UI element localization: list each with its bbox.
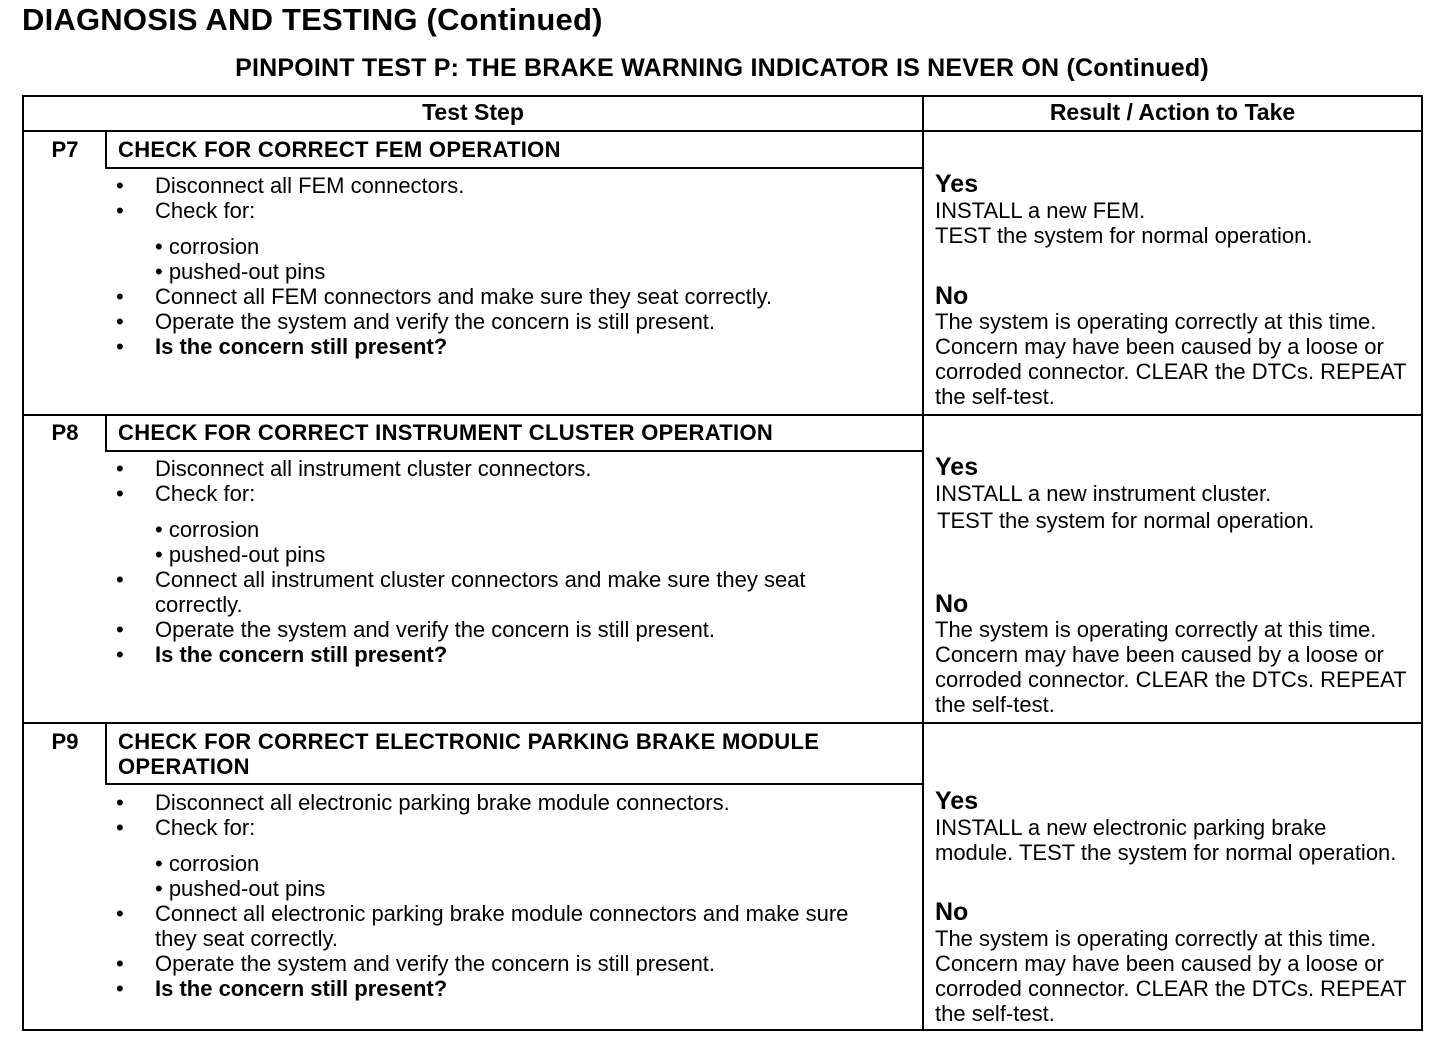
question-item: Is the concern still present? (155, 642, 448, 667)
bullet: • (116, 815, 124, 840)
sub-item: • pushed-out pins (155, 259, 326, 284)
table-title: PINPOINT TEST P: THE BRAKE WARNING INDICATOR IS NEVER ON (Continued) (235, 54, 1209, 82)
bullet: • (116, 456, 124, 481)
bullet: • (116, 617, 124, 642)
yes-label: Yes (935, 787, 979, 815)
question-item: Is the concern still present? (155, 334, 448, 359)
bullet: • (116, 951, 124, 976)
yes-action: TEST the system for normal operation. (935, 223, 1313, 248)
no-action: The system is operating correctly at this time. Concern may have been caused by a loose or corroded connector. CLEAR the DTCs. REPEAT the self-test. (935, 926, 1407, 1026)
yes-action: INSTALL a new electronic parking brake module. TEST the system for normal operation. (935, 815, 1397, 865)
bullet: • (116, 198, 124, 223)
no-label: No (935, 590, 969, 618)
instruction-item: Check for: (155, 198, 256, 223)
bullet: • (116, 334, 124, 359)
step-id: P7 (51, 137, 79, 162)
no-action: The system is operating correctly at this time. Concern may have been caused by a loose or corroded connector. CLEAR the DTCs. REPEAT the self-test. (935, 617, 1407, 717)
yes-label: Yes (935, 170, 979, 198)
instruction-item: Connect all electronic parking brake module connectors and make sure they seat correctly. (155, 901, 849, 951)
yes-action: INSTALL a new FEM. (935, 198, 1146, 223)
sub-item: • corrosion (155, 517, 260, 542)
step-title: CHECK FOR CORRECT INSTRUMENT CLUSTER OPERATION (118, 420, 774, 445)
no-action: The system is operating correctly at this time. Concern may have been caused by a loose or corroded connector. CLEAR the DTCs. REPEAT the self-test. (935, 309, 1407, 409)
column-divider (922, 97, 924, 1029)
bullet: • (116, 976, 124, 1001)
instruction-item: Disconnect all electronic parking brake module connectors. (155, 790, 730, 815)
yes-label: Yes (935, 453, 979, 481)
p8-bottom-divider (24, 722, 1421, 724)
step-id: P9 (51, 729, 79, 754)
p9-title-divider (105, 783, 922, 785)
bullet: • (116, 642, 124, 667)
sub-item: • corrosion (155, 234, 260, 259)
bullet: • (116, 790, 124, 815)
bullet: • (116, 481, 124, 506)
instruction-item: Connect all FEM connectors and make sure they seat correctly. (155, 284, 773, 309)
sub-item: • corrosion (155, 851, 260, 876)
step-title: CHECK FOR CORRECT ELECTRONIC PARKING BRAKE MODULE OPERATION (118, 729, 820, 779)
yes-action: TEST the system for normal operation. (937, 508, 1315, 533)
sub-item: • pushed-out pins (155, 542, 326, 567)
no-label: No (935, 282, 969, 310)
instruction-item: Operate the system and verify the concern is still present. (155, 617, 716, 642)
bullet: • (116, 173, 124, 198)
instruction-item: Check for: (155, 815, 256, 840)
bullet: • (116, 567, 124, 592)
p7-title-divider (105, 167, 922, 169)
instruction-item: Check for: (155, 481, 256, 506)
instruction-item: Connect all instrument cluster connectors and make sure they seat correctly. (155, 567, 806, 617)
pinpoint-test-table (22, 95, 1423, 1031)
p7-bottom-divider (24, 414, 1421, 416)
column-header-result: Result / Action to Take (1049, 99, 1296, 125)
instruction-item: Operate the system and verify the concern is still present. (155, 309, 716, 334)
header-divider (24, 130, 1421, 132)
bullet: • (116, 901, 124, 926)
p8-title-divider (105, 450, 922, 452)
instruction-item: Disconnect all FEM connectors. (155, 173, 465, 198)
step-id: P8 (51, 420, 79, 445)
yes-action: INSTALL a new instrument cluster. (935, 481, 1272, 506)
instruction-item: Operate the system and verify the concern is still present. (155, 951, 716, 976)
no-label: No (935, 898, 969, 926)
instruction-item: Disconnect all instrument cluster connectors. (155, 456, 592, 481)
column-header-test-step: Test Step (422, 99, 524, 125)
step-title: CHECK FOR CORRECT FEM OPERATION (118, 137, 561, 162)
bullet: • (116, 284, 124, 309)
page-title: DIAGNOSIS AND TESTING (Continued) (22, 2, 603, 37)
bullet: • (116, 309, 124, 334)
sub-item: • pushed-out pins (155, 876, 326, 901)
question-item: Is the concern still present? (155, 976, 448, 1001)
